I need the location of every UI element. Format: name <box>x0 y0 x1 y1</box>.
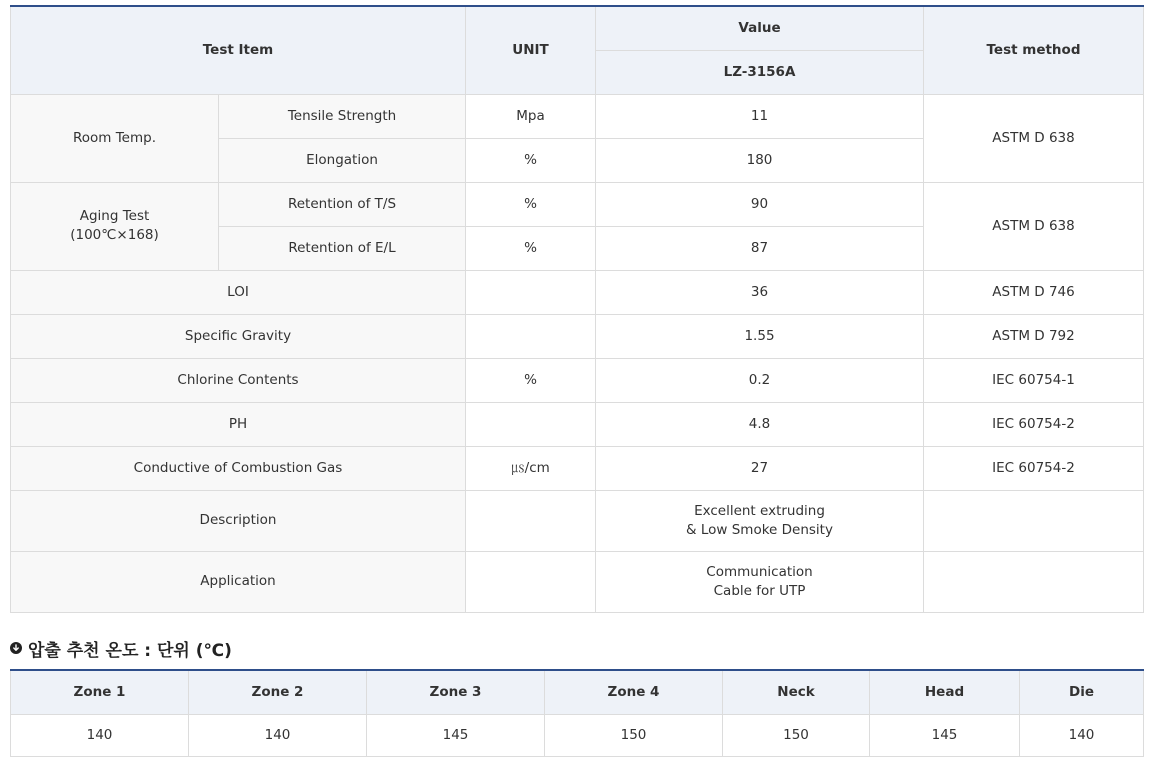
header-value: Value <box>596 6 924 50</box>
item-chlorine-contents: Chlorine Contents <box>11 358 466 402</box>
zone-value: 145 <box>870 714 1020 756</box>
table-row <box>11 446 1144 490</box>
group-aging-test-line1: Aging Test <box>79 208 150 224</box>
zone-value-row <box>11 714 1144 756</box>
value-cell: 87 <box>596 226 924 270</box>
zone-header: Die <box>1020 670 1144 714</box>
zone-header: Neck <box>723 670 870 714</box>
value-cell: 36 <box>596 270 924 314</box>
method-cell: IEC 60754-1 <box>924 358 1144 402</box>
table-row <box>11 182 1144 226</box>
zone-header: Zone 1 <box>11 670 189 714</box>
value-cell: 90 <box>596 182 924 226</box>
unit-cell: Mpa <box>466 94 596 138</box>
zone-header: Zone 4 <box>545 670 723 714</box>
table-row <box>11 551 1144 612</box>
section-title: 압출 추천 온도 : 단위 (℃) <box>28 640 232 661</box>
description-line1: Excellent extruding <box>694 502 825 519</box>
application-value <box>596 551 924 612</box>
method-cell: ASTM D 638 <box>924 94 1144 182</box>
item-application: Application <box>11 551 466 612</box>
unit-cell: ㎲/cm <box>466 446 596 490</box>
unit-cell <box>466 270 596 314</box>
item-conductive-combustion-gas: Conductive of Combustion Gas <box>11 446 466 490</box>
application-line1: Communication <box>706 563 813 580</box>
table-row <box>11 94 1144 138</box>
item-loi: LOI <box>11 270 466 314</box>
item-description: Description <box>11 490 466 551</box>
unit-cell: % <box>466 226 596 270</box>
item-tensile-strength: Tensile Strength <box>219 94 466 138</box>
unit-cell <box>466 402 596 446</box>
arrow-down-circle-icon <box>10 642 22 654</box>
unit-cell <box>466 314 596 358</box>
value-cell: 180 <box>596 138 924 182</box>
item-retention-el: Retention of E/L <box>219 226 466 270</box>
zone-header-row <box>11 670 1144 714</box>
zone-header: Head <box>870 670 1020 714</box>
group-aging-test-line2: (100℃×168) <box>70 227 159 243</box>
unit-cell: % <box>466 138 596 182</box>
value-cell: 0.2 <box>596 358 924 402</box>
zone-value: 150 <box>723 714 870 756</box>
group-aging-test <box>11 182 219 270</box>
unit-cell <box>466 551 596 612</box>
table-row <box>11 358 1144 402</box>
zone-value: 140 <box>189 714 367 756</box>
value-cell: 1.55 <box>596 314 924 358</box>
table-row <box>11 490 1144 551</box>
table-row <box>11 314 1144 358</box>
method-cell: ASTM D 638 <box>924 182 1144 270</box>
zone-value: 140 <box>1020 714 1144 756</box>
zone-value: 145 <box>367 714 545 756</box>
method-cell <box>924 490 1144 551</box>
header-unit: UNIT <box>466 6 596 94</box>
method-cell: IEC 60754-2 <box>924 446 1144 490</box>
unit-cell <box>466 490 596 551</box>
table-row <box>11 270 1144 314</box>
item-elongation: Elongation <box>219 138 466 182</box>
zone-table <box>10 669 1144 757</box>
zone-value: 150 <box>545 714 723 756</box>
method-cell <box>924 551 1144 612</box>
method-cell: ASTM D 792 <box>924 314 1144 358</box>
header-test-item: Test Item <box>11 6 466 94</box>
method-cell: IEC 60754-2 <box>924 402 1144 446</box>
value-cell: 4.8 <box>596 402 924 446</box>
description-line2: & Low Smoke Density <box>686 521 833 538</box>
method-cell: ASTM D 746 <box>924 270 1144 314</box>
item-retention-ts: Retention of T/S <box>219 182 466 226</box>
header-test-method: Test method <box>924 6 1144 94</box>
description-value <box>596 490 924 551</box>
section-heading <box>10 636 232 660</box>
zone-header: Zone 3 <box>367 670 545 714</box>
unit-cell: % <box>466 358 596 402</box>
item-ph: PH <box>11 402 466 446</box>
group-room-temp: Room Temp. <box>11 94 219 182</box>
zone-header: Zone 2 <box>189 670 367 714</box>
value-cell: 27 <box>596 446 924 490</box>
value-cell: 11 <box>596 94 924 138</box>
application-line2: Cable for UTP <box>713 582 806 599</box>
header-product: LZ-3156A <box>596 50 924 94</box>
unit-cell: % <box>466 182 596 226</box>
zone-value: 140 <box>11 714 189 756</box>
table-row <box>11 402 1144 446</box>
item-specific-gravity: Specific Gravity <box>11 314 466 358</box>
spec-table <box>10 5 1144 613</box>
